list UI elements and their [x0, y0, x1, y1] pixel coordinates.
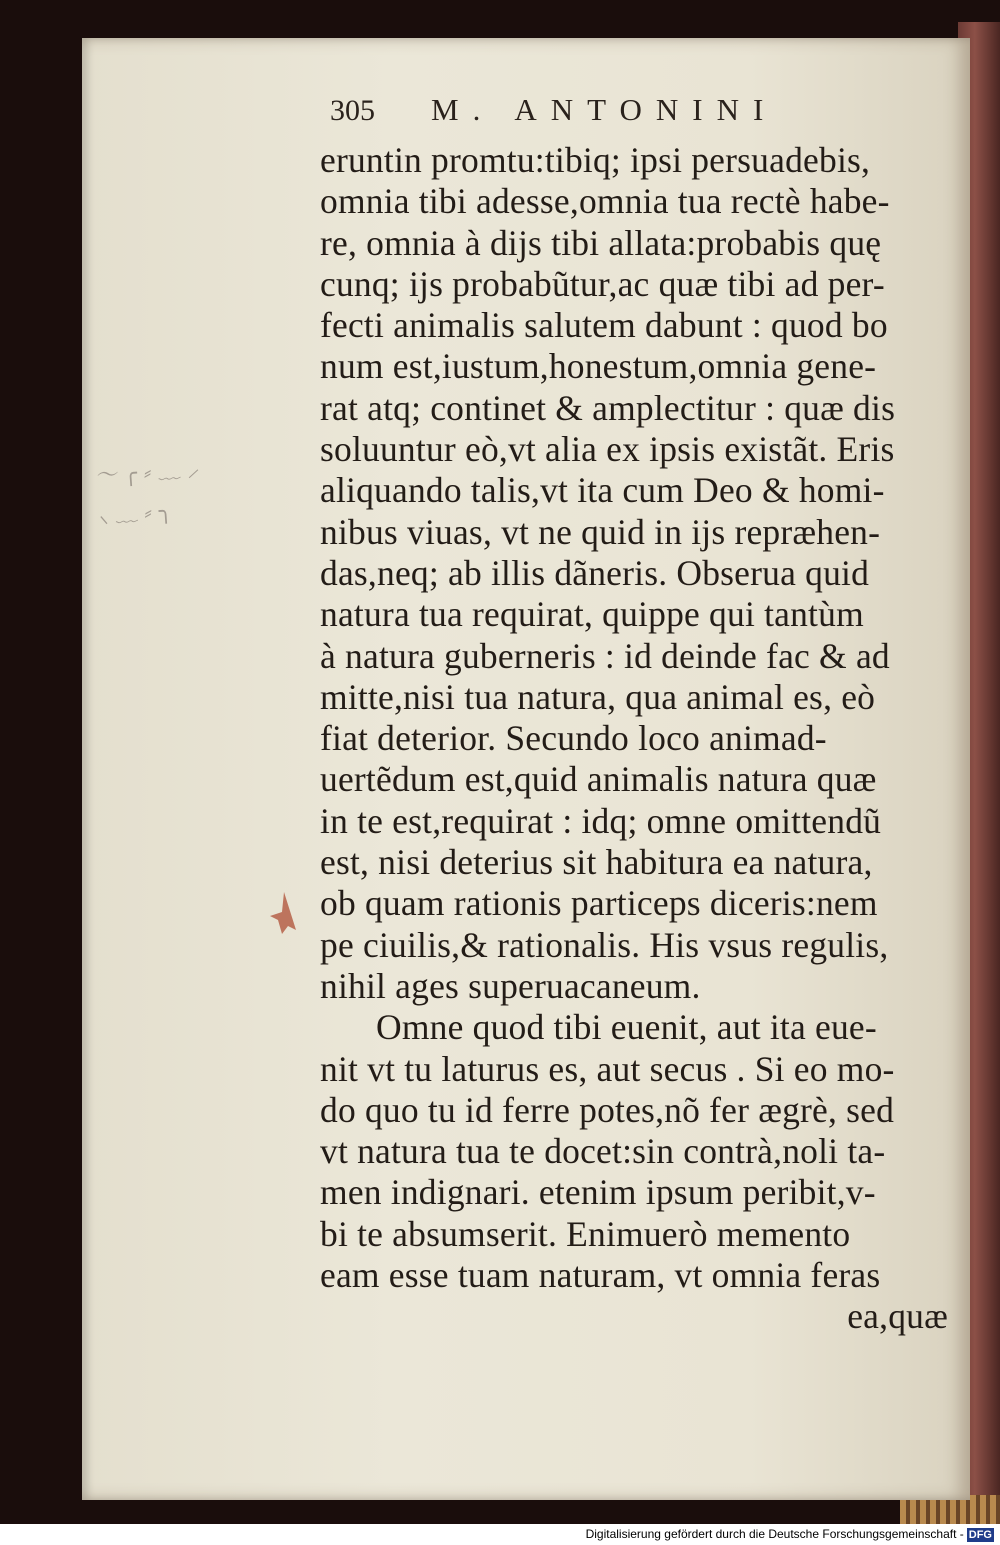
text-line: mitte,nisi tua natura, qua animal es, eò — [320, 676, 876, 717]
faded-marginal-annotation: 〜 ╭ ⸗ ﹏ ⸝ ⸜ ﹏ ⸗ ╮ — [93, 456, 199, 529]
text-line: est, nisi deterius sit habitura ea natura, — [320, 842, 873, 883]
text-line: eruntin promtu:tibiq; ipsi persuadebis, — [320, 140, 871, 180]
text-line: natura tua requirat, quippe qui tantùm — [320, 594, 864, 635]
digitization-footer — [0, 1524, 1000, 1545]
text-line: nit vt tu laturus es, aut secus . Si eo mo- — [320, 1048, 895, 1089]
text-line: fiat deterior. Secundo loco animad- — [320, 718, 827, 759]
text-line: à natura guberneris : id deinde fac & ad — [320, 635, 890, 676]
text-line: ob quam rationis particeps diceris:nem — [320, 883, 878, 924]
catchword: ea,quæ — [847, 1296, 948, 1337]
running-title: M. ANTONINI — [431, 92, 778, 127]
text-line: rat atq; continet & amplectitur : quæ dis — [320, 387, 896, 428]
text-line: vt natura tua te docet:sin contrà,noli ta- — [320, 1131, 886, 1172]
text-line: eam esse tuam naturam, vt omnia feras — [320, 1255, 881, 1296]
text-line: re, omnia à dijs tibi allata:probabis quę — [320, 222, 882, 263]
text-line: omnia tibi adesse,omnia tua rectè habe- — [320, 181, 890, 222]
footer-text: Digitalisierung gefördert durch die Deutsche Forschungsgemeinschaft - — [585, 1527, 964, 1541]
text-line: soluuntur eò,vt alia ex ipsis existãt. Eris — [320, 429, 895, 470]
page-number: 305 — [330, 94, 375, 127]
text-block — [320, 140, 948, 1338]
text-line: nibus viuas, vt ne quid in ijs repræhen- — [320, 511, 881, 552]
text-line: aliquando talis,vt ita cum Deo & homi- — [320, 470, 885, 511]
text-line: num est,iustum,honestum,omnia gene- — [320, 346, 877, 387]
running-head — [330, 92, 870, 132]
text-line: pe ciuilis,& rationalis. His vsus regulis, — [320, 924, 889, 965]
text-line: das,neq; ab illis dãneris. Obserua quid — [320, 552, 870, 593]
text-line: uertẽdum est,quid animalis natura quæ — [320, 759, 877, 800]
text-line: men indignari. etenim ipsum peribit,v- — [320, 1172, 876, 1213]
text-line: nihil ages superuacaneum. — [320, 965, 701, 1006]
ink-stain-mark — [266, 890, 302, 936]
dfg-logo: DFG — [968, 1529, 992, 1541]
text-line: Omne quod tibi euenit, aut ita eue- — [376, 1007, 877, 1048]
text-line: cunq; ijs probabũtur,ac quæ tibi ad per- — [320, 263, 885, 304]
text-line: do quo tu id ferre potes,nõ fer ægrè, sed — [320, 1089, 895, 1130]
text-line: in te est,requirat : idq; omne omittendũ — [320, 800, 882, 841]
text-line: fecti animalis salutem dabunt : quod bo — [320, 305, 888, 346]
text-line: bi te absumserit. Enimuerò memento — [320, 1213, 851, 1254]
